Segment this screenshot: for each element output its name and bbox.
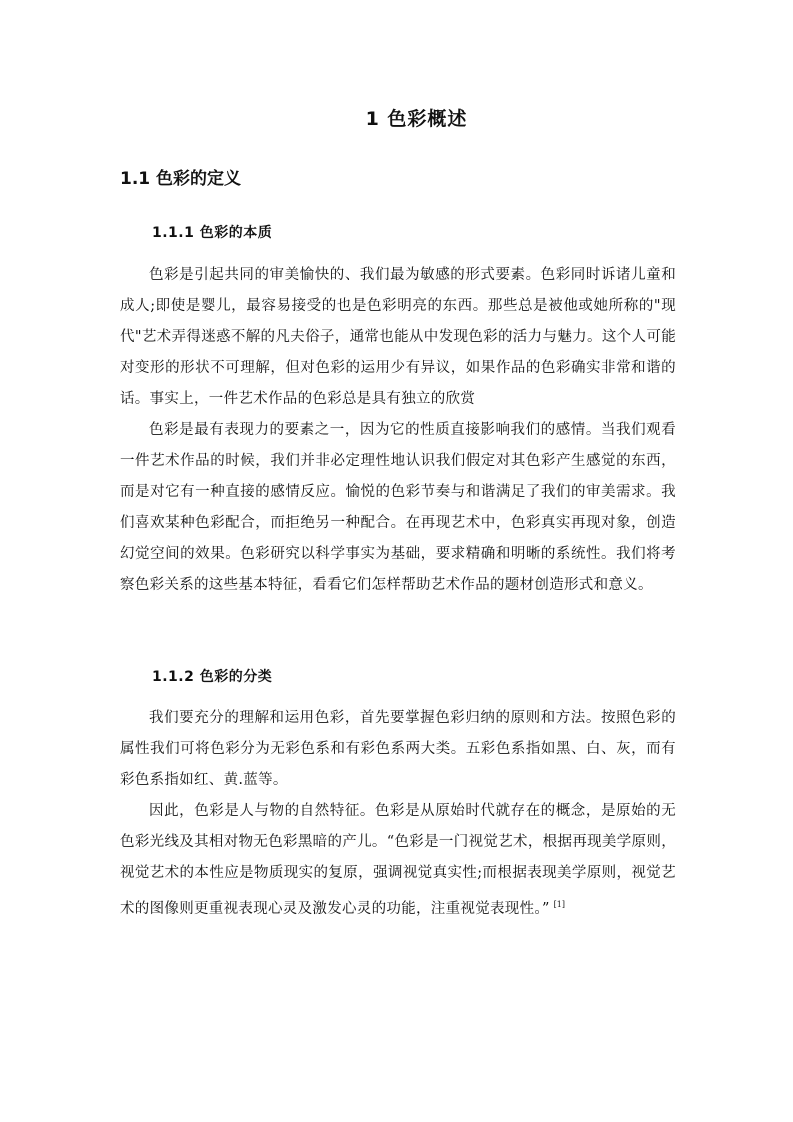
paragraph: 色彩是最有表现力的要素之一，因为它的性质直接影响我们的感情。当我们观看一件艺术作品的时候，我们并非必定理性地认识我们假定对其色彩产生感觉的东西，而是对它有一种直接的感情反应。愉悦的色彩节奏与和谐满足了我们的审美需求。我们喜欢某种色彩配合，而拒绝另一种配合。在再现艺术中，色彩真实再现对象，创造幻觉空间的效果。色彩研究以科学事实为基础，要求精确和明晰的系统性。我们将考察色彩关系的这些基本特征，看看它们怎样帮助艺术作品的题材创造形式和意义。 bbox=[120, 422, 676, 593]
citation-marker[interactable]: [1] bbox=[553, 900, 566, 909]
paragraph: 我们要充分的理解和运用色彩，首先要掌握色彩归纳的原则和方法。按照色彩的属性我们可将色彩分为无彩色系和有彩色系两大类。五彩色系指如黑、白、灰，而有彩色系指如红、黄.蓝等。 bbox=[120, 710, 676, 788]
subsection-body-classification bbox=[120, 703, 676, 925]
subsection-body-essence bbox=[120, 260, 676, 601]
paragraph: 色彩是引起共同的审美愉快的、我们最为敏感的形式要素。色彩同时诉诸儿童和成人;即使是婴儿，最容易接受的也是色彩明亮的东西。那些总是被他或她所称的"现代"艺术弄得迷惑不解的凡夫俗子，通常也能从中发现色彩的活力与魅力。这个人可能对变形的形状不可理解，但对色彩的运用少有异议，如果作品的色彩确实非常和谐的话。事实上，一件艺术作品的色彩总是具有独立的欣赏 bbox=[120, 267, 676, 407]
section-title: 1.1 色彩的定义 bbox=[120, 169, 242, 189]
subsection-title-classification: 1.1.2 色彩的分类 bbox=[152, 669, 273, 685]
paragraph-text: 因此，色彩是人与物的自然特征。色彩是从原始时代就存在的概念，是原始的无色彩光线及其相对物无色彩黑暗的产儿。“色彩是一门视觉艺术，根据再现美学原则，视觉艺术的本性应是物质现实的复原，强调视觉真实性;而根据表现美学原则，视觉艺术的图像则更重视表现心灵及激发心灵的功能，注重视觉表现性。” bbox=[120, 803, 676, 917]
subsection-title-essence: 1.1.1 色彩的本质 bbox=[152, 225, 273, 241]
chapter-title: 1 色彩概述 bbox=[365, 108, 468, 130]
paragraph-with-citation bbox=[120, 796, 676, 925]
